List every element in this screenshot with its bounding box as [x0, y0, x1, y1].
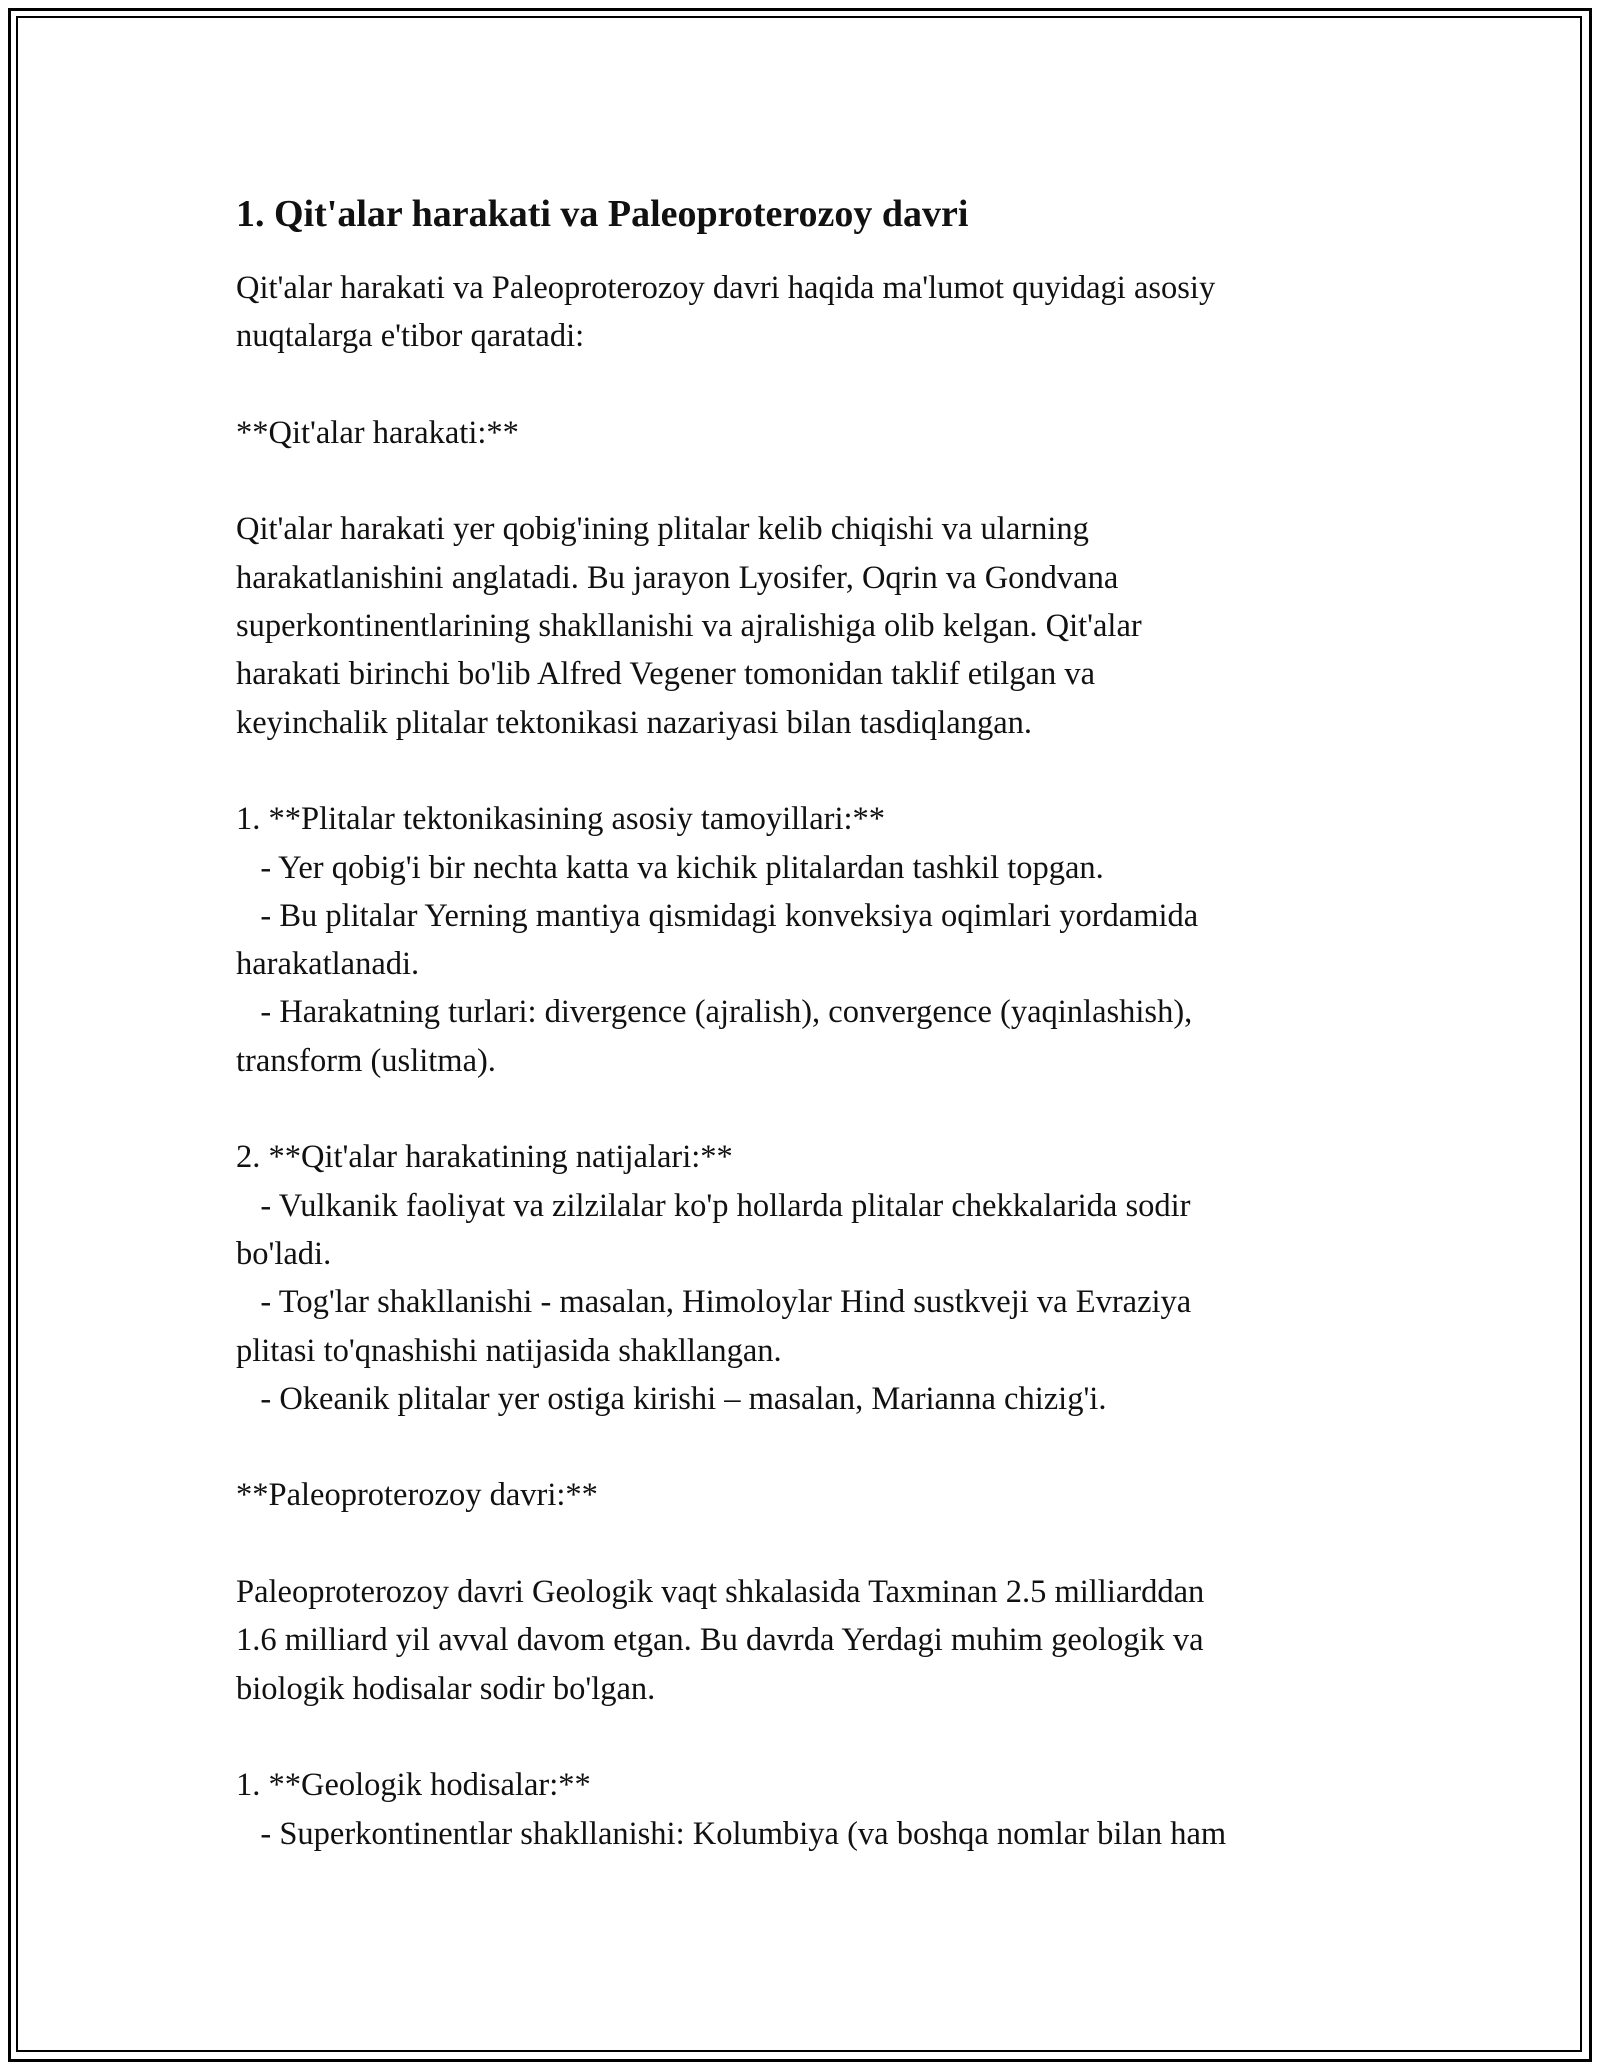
text-line: [236, 1423, 1376, 1471]
text-line: [236, 1713, 1376, 1761]
text-line: Paleoproterozoy davri Geologik vaqt shkalasida Taxminan 2.5 milliarddan: [236, 1574, 1205, 1611]
text-line: - Vulkanik faoliyat va zilzilalar ko'p hollarda plitalar chekkalarida sodir: [236, 1187, 1191, 1224]
text-line: **Qit'alar harakati:**: [236, 414, 519, 451]
text-line: [236, 1520, 1376, 1568]
document-body: [236, 264, 1376, 1858]
text-line: [236, 1085, 1376, 1133]
text-line: **Paleoproterozoy davri:**: [236, 1477, 598, 1514]
document-title: 1. Qit'alar harakati va Paleoproterozoy davri: [236, 193, 969, 235]
text-line: 1.6 milliard yil avval davom etgan. Bu davrda Yerdagi muhim geologik va: [236, 1622, 1204, 1659]
text-line: superkontinentlarining shakllanishi va ajralishiga olib kelgan. Qit'alar: [236, 608, 1142, 645]
text-line: Qit'alar harakati yer qobig'ining plitalar kelib chiqishi va ularning: [236, 511, 1089, 548]
text-line: harakati birinchi bo'lib Alfred Vegener tomonidan taklif etilgan va: [236, 656, 1096, 693]
text-line: bo'ladi.: [236, 1235, 332, 1272]
text-line: 2. **Qit'alar harakatining natijalari:**: [236, 1139, 733, 1176]
text-line: harakatlanadi.: [236, 946, 420, 983]
text-line: plitasi to'qnashishi natijasida shakllangan.: [236, 1332, 782, 1369]
text-line: - Okeanik plitalar yer ostiga kirishi – masalan, Marianna chizig'i.: [236, 1380, 1107, 1417]
text-line: transform (uslitma).: [236, 1042, 496, 1079]
text-line: - Harakatning turlari: divergence (ajralish), convergence (yaqinlashish),: [236, 994, 1193, 1031]
text-line: nuqtalarga e'tibor qaratadi:: [236, 318, 585, 355]
text-line: - Superkontinentlar shakllanishi: Kolumbiya (va boshqa nomlar bilan ham: [236, 1815, 1227, 1852]
text-line: 1. **Geologik hodisalar:**: [236, 1767, 591, 1804]
document-page: [236, 190, 1376, 1858]
text-line: [236, 747, 1376, 795]
text-line: - Bu plitalar Yerning mantiya qismidagi konveksiya oqimlari yordamida: [236, 897, 1199, 934]
text-line: [236, 457, 1376, 505]
text-line: biologik hodisalar sodir bo'lgan.: [236, 1670, 656, 1707]
text-line: 1. **Plitalar tektonikasining asosiy tamoyillari:**: [236, 801, 886, 838]
text-line: - Tog'lar shakllanishi - masalan, Himoloylar Hind sustkveji va Evraziya: [236, 1284, 1192, 1321]
text-line: harakatlanishini anglatadi. Bu jarayon Lyosifer, Oqrin va Gondvana: [236, 559, 1119, 596]
text-line: [236, 361, 1376, 409]
text-line: - Yer qobig'i bir nechta katta va kichik plitalardan tashkil topgan.: [236, 849, 1104, 886]
text-line: keyinchalik plitalar tektonikasi nazariyasi bilan tasdiqlangan.: [236, 704, 1032, 741]
text-line: Qit'alar harakati va Paleoproterozoy davri haqida ma'lumot quyidagi asosiy: [236, 270, 1216, 306]
